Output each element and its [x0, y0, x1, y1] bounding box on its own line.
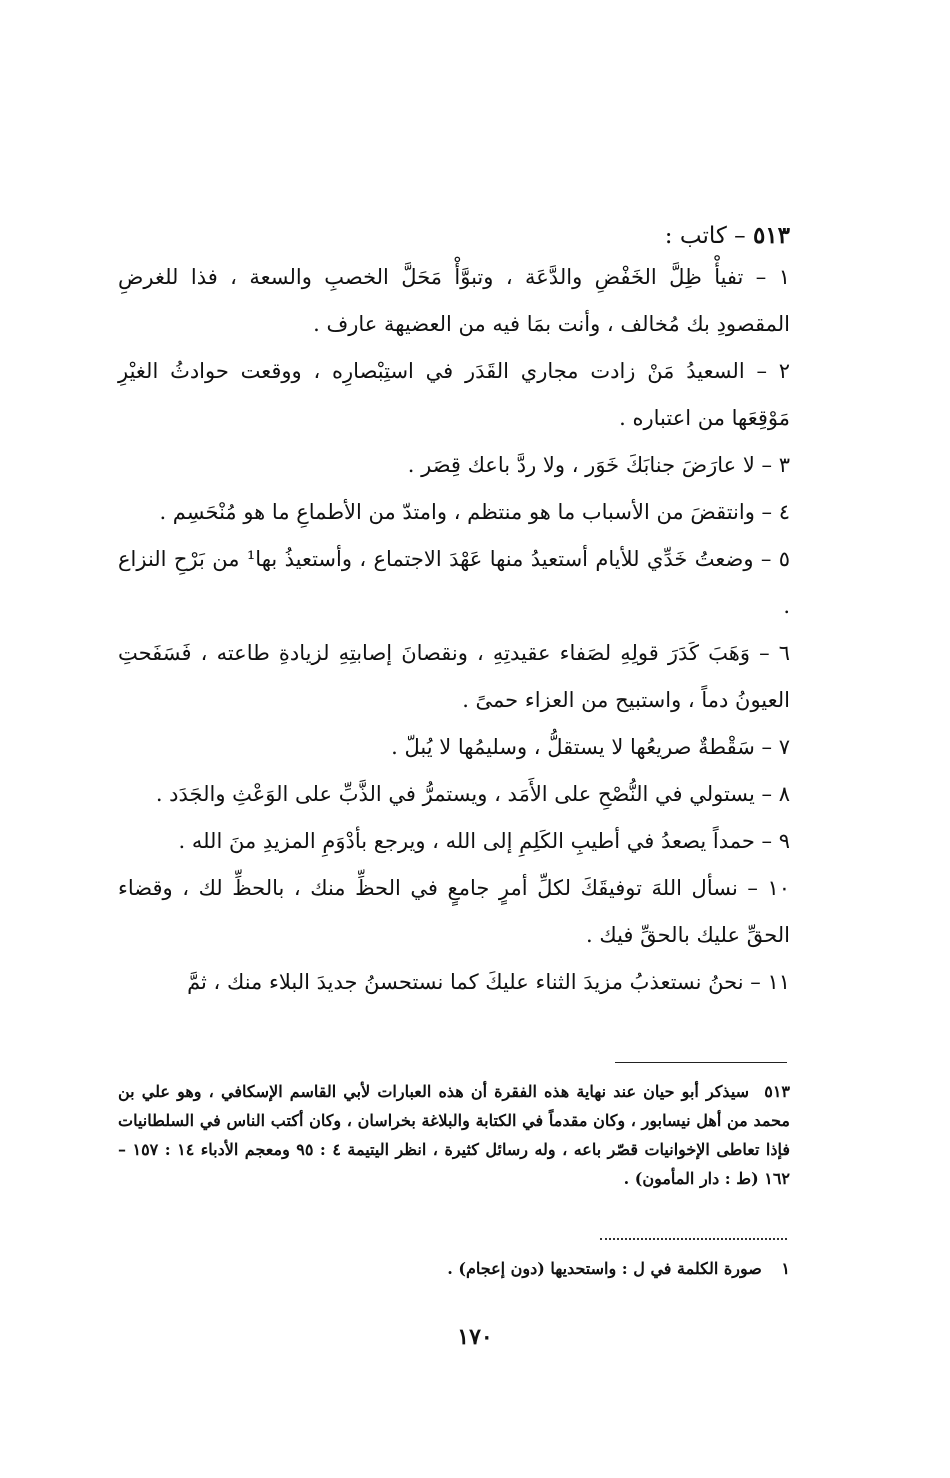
section-number: ٥١٣	[752, 222, 790, 249]
paragraph-6: ٦ – وَهَبَ كَدَرَ قولِهِ لصَفاء عقيدتِهِ ، ونقصانَ إصابتِهِ لزيادةِ طاعته ، فَسَفَحتِ العيونُ دماً ، واستبيح من العزاء حمىً .	[118, 641, 790, 712]
paragraph-9: ٩ – حمداً يصعدُ في أطيبِ الكَلِمِ إلى الله ، ويرجع بأدْوَمِ المزيدِ منَ الله .	[178, 829, 790, 853]
footnote-number: ٥١٣	[764, 1082, 790, 1101]
section-header	[118, 218, 790, 254]
footnote	[118, 1077, 790, 1193]
variant-note	[118, 1255, 790, 1283]
paragraph-2: ٢ – السعيدُ مَنْ زادت مجاري القَدَر في استِبْصارِه ، ووقعت حوادثُ الغيْرِ مَوْقِعَها من اعتباره .	[118, 359, 790, 430]
paragraph-5: ٥ – وضعتُ خَدِّي للأيام أستعيدُ منها عَهْدَ الاجتماع ، وأستعيذُ بها¹ من بَرْحِ النزاع .	[118, 547, 790, 618]
paragraph-4: ٤ – وانتقضَ من الأسباب ما هو منتظم ، وامتدّ من الأطماعِ ما هو مُنْحَسِم .	[159, 500, 790, 524]
page-number: ١٧٠	[457, 1324, 493, 1350]
paragraph-7: ٧ – سَقْطةٌ صريعُها لا يستقلُّ ، وسليمُها لا يُبلّ .	[391, 735, 790, 759]
footnote-divider	[615, 1062, 787, 1063]
note-text: صورة الكلمة في ل : واستحديها (دون إعجام) .	[447, 1259, 762, 1278]
paragraph-11: ١١ – نحنُ نستعذبُ مزيدَ الثناء عليكَ كما نستحسنُ جديدَ البلاء منك ، ثمَّ	[187, 970, 790, 994]
note-number: ١	[781, 1259, 790, 1278]
main-text	[118, 218, 790, 1006]
note-divider	[600, 1238, 787, 1240]
paragraph-8: ٨ – يستولي في النُّصْحِ على الأَمَد ، ويستمرُّ في الذَّبِّ على الوَعْثِ والجَدَد .	[155, 782, 790, 806]
section-title: – كاتب :	[664, 223, 746, 249]
paragraph-1: ١ – تفيأْ ظِلَّ الخَفْضِ والدَّعَة ، وتبوَّأْ مَحَلَّ الخصبِ والسعة ، فذا للغرضِ المقصودِ بك مُخالف ، وأنت بمَا فيه من العضيهة عارف .	[118, 265, 790, 336]
paragraph-10: ١٠ – نسأل اللهَ توفيقَكَ لكلِّ أمرٍ جامعٍ في الحظِّ منك ، بالحظِّ لك ، وقضاء الحقِّ عليك بالحقِّ فيك .	[118, 876, 790, 947]
footnote-text: سيذكر أبو حيان عند نهاية هذه الفقرة أن هذه العبارات لأبي القاسم الإسكافي ، وهو علي بن محمد من أهل نيسابور ، وكان مقدماً في الكتابة والبلاغة بخراسان ، وكان أكتب الناس في السلطانيات فإذا تعاطى الإخوانيات قصّر باعه ، وله رسائل كثيرة ، انظر اليتيمة ٤ : ٩٥ ومعجم الأدباء ١٤ : ١٥٧ – ١٦٢ (ط : دار المأمون) .	[118, 1082, 791, 1188]
paragraph-3: ٣ – لا عارَضَ جنابَكَ خَوَر ، ولا ردَّ باعك قِصَر .	[407, 453, 790, 477]
